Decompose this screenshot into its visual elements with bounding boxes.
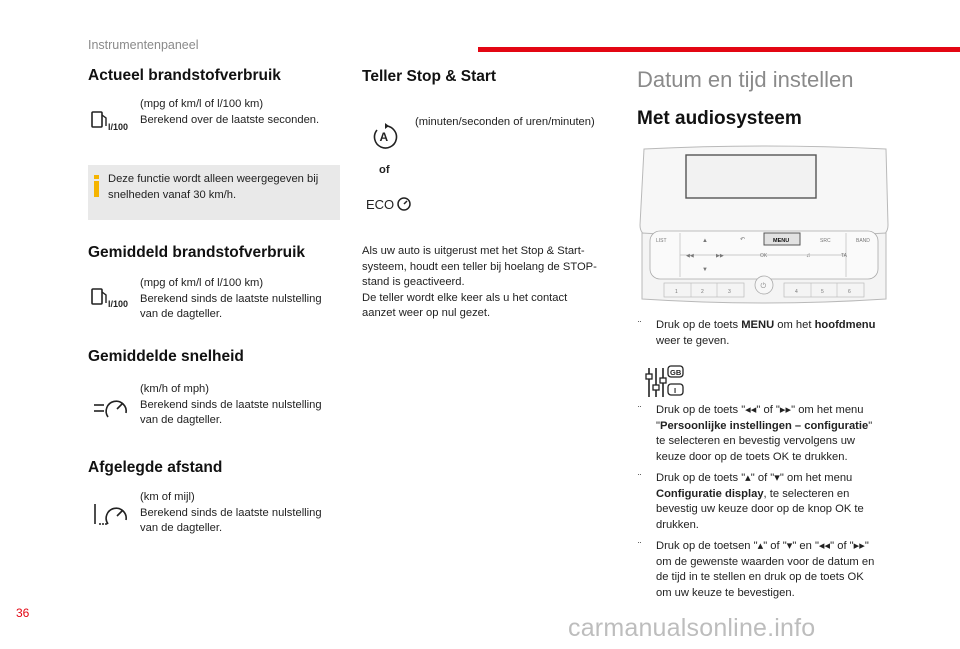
svg-text:5: 5 — [821, 289, 824, 295]
icon-label: l/100 — [108, 122, 129, 132]
info-note — [88, 165, 340, 220]
svg-text:3: 3 — [728, 289, 731, 295]
svg-text:▼: ▼ — [702, 267, 708, 273]
svg-text:OK: OK — [760, 253, 768, 259]
s4-line3: van de dagteller. — [140, 522, 223, 534]
s3-line1: (km/h of mph) — [140, 383, 210, 395]
para-line: systeem, houdt een teller bij hoelang de STOP- — [362, 260, 597, 273]
eco-timer-icon — [366, 195, 416, 213]
s1-text — [140, 97, 340, 128]
instruction-step-1: ¨ Druk op de toets MENU om het hoofdmenu weer te geven. — [638, 319, 876, 347]
speed-gauge-icon — [92, 395, 132, 421]
section-title-average-consumption: Gemiddeld brandstofverbruik — [88, 244, 306, 261]
svg-text:◀◀: ◀◀ — [686, 253, 694, 259]
svg-text:SRC: SRC — [820, 238, 831, 244]
svg-text:↶: ↶ — [740, 237, 746, 243]
eco-label: ECO — [366, 197, 395, 212]
s1-line2: Berekend over de laatste seconden. — [140, 113, 320, 126]
header-accent-bar — [478, 47, 960, 52]
icon-label: l/100 — [108, 299, 129, 309]
audio-panel-illustration — [636, 145, 892, 313]
running-header: Instrumentenpaneel — [88, 38, 199, 52]
s2-line3: van de dagteller. — [140, 308, 223, 320]
s3-text — [140, 382, 345, 429]
s2-line1: (mpg of km/l of l/100 km) — [140, 277, 264, 289]
svg-text:1: 1 — [675, 289, 678, 295]
svg-text:TA: TA — [841, 253, 848, 259]
s4-line1: (km of mijl) — [140, 491, 195, 503]
info-icon — [94, 175, 99, 195]
para-line: aanzet weer op nul gezet. — [362, 307, 491, 319]
para-line: Als uw auto is uitgerust met het Stop & Start- — [362, 245, 585, 257]
settings-sliders-gb-icon — [645, 364, 685, 400]
distance-gauge-icon — [92, 502, 132, 528]
svg-text:♫: ♫ — [806, 253, 811, 259]
auto-stop-icon — [370, 122, 400, 152]
stop-start-unit: (minuten/seconden of uren/minuten) — [415, 116, 595, 128]
svg-text:▶▶: ▶▶ — [716, 253, 724, 259]
page-section-title: Datum en tijd instellen — [637, 67, 854, 92]
s4-text — [140, 490, 345, 537]
para-line: De teller wordt elke keer als u het contact — [362, 291, 568, 304]
svg-text:2: 2 — [701, 289, 704, 295]
menu-key: MENU — [773, 238, 790, 244]
s3-line2: Berekend sinds de laatste nulstelling — [140, 398, 322, 411]
icon-letter-a: A — [379, 130, 389, 144]
svg-text:▲: ▲ — [702, 238, 708, 244]
fuel-pump-icon — [90, 287, 135, 311]
instruction-step-2: ¨ Druk op de toets "◂◂" of "▸▸" om het menu "Persoonlijke instellingen – configuratie" te selecteren en bevestig vervolgens uw keuze door op de toets OK te drukken. — [638, 404, 873, 463]
fuel-pump-icon — [90, 110, 135, 134]
s3-line3: van de dagteller. — [140, 414, 223, 426]
section-title-average-speed: Gemiddelde snelheid — [88, 348, 244, 365]
menu-key-ref: MENU — [741, 319, 775, 331]
bullet-icon: ¨ — [638, 541, 642, 552]
svg-text:6: 6 — [848, 289, 851, 295]
clock-label: I — [674, 386, 677, 395]
s1-line1: (mpg of km/l of l/100 km) — [140, 98, 264, 110]
s4-line2: Berekend sinds de laatste nulstelling — [140, 506, 322, 519]
instruction-step-3: ¨ Druk op de toets "▴" of "▾" om het menu Configuratie display, te selecteren en bevestig uw keuze door op de knop OK te drukken. — [638, 472, 864, 531]
bullet-icon: ¨ — [638, 320, 642, 331]
watermark: carmanualsonline.info — [568, 614, 816, 642]
s2-text — [140, 276, 345, 323]
subsection-title: Met audiosysteem — [637, 108, 802, 129]
page-number: 36 — [16, 606, 30, 620]
screen-display — [686, 155, 816, 198]
svg-text:4: 4 — [795, 289, 798, 295]
section-title-distance: Afgelegde afstand — [88, 459, 223, 476]
info-note-text: Deze functie wordt alleen weergegeven bij snelheden vanaf 30 km/h. — [108, 173, 319, 201]
bullet-icon: ¨ — [638, 405, 642, 416]
para-line: stand is geactiveerd. — [362, 276, 465, 288]
svg-text:LIST: LIST — [656, 238, 667, 244]
stop-start-paragraph — [362, 244, 617, 322]
gb-label: GB — [670, 368, 682, 377]
section-title-current-consumption: Actueel brandstofverbruik — [88, 67, 281, 84]
instruction-step-4: ¨ Druk op de toetsen "▴" of "▾" en "◂◂" of "▸▸" om de gewenste waarden voor de datum en de tijd in te stellen en druk op de toets OK om uw keuze te bevestigen. — [638, 540, 875, 599]
svg-text:BAND: BAND — [856, 238, 870, 244]
s2-line2: Berekend sinds de laatste nulstelling — [140, 292, 322, 305]
bullet-icon: ¨ — [638, 473, 642, 484]
svg-text:⏻: ⏻ — [760, 283, 767, 290]
or-label: of — [379, 164, 390, 176]
section-title-stop-start: Teller Stop & Start — [362, 68, 497, 85]
